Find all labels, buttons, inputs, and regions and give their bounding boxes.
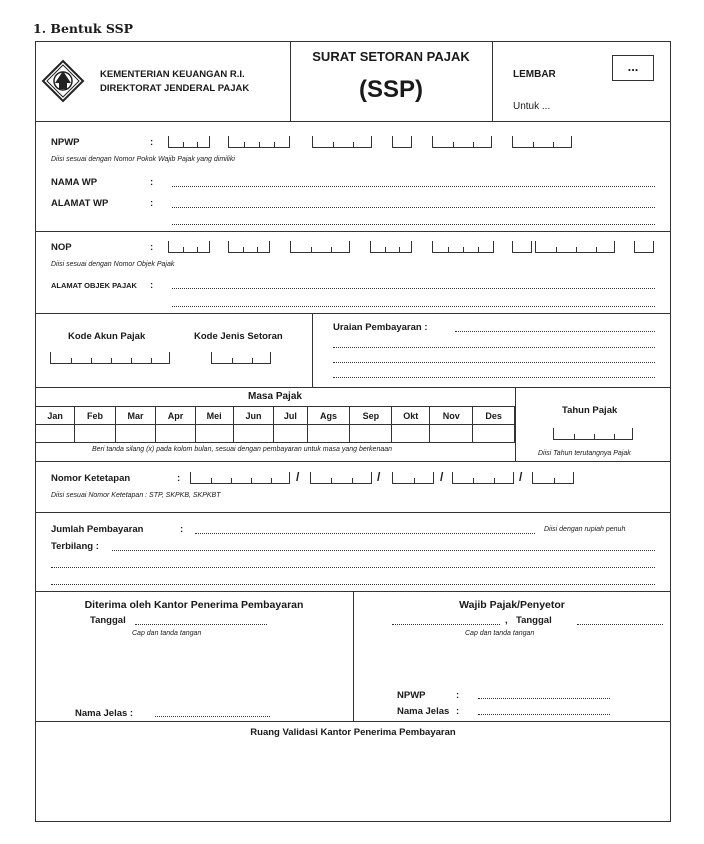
receiver-tanggal-field[interactable] (135, 624, 267, 625)
kode-jenis-boxes[interactable] (211, 352, 271, 364)
month-jun: Jun (233, 407, 274, 425)
month-checkbox[interactable] (36, 425, 75, 443)
tahun-pajak-label: Tahun Pajak (562, 405, 618, 416)
untuk-label: Untuk ... (513, 101, 551, 112)
kode-akun-boxes[interactable] (50, 352, 170, 364)
nop-boxes[interactable] (634, 241, 654, 253)
nop-boxes[interactable] (370, 241, 412, 253)
month-mei: Mei (195, 407, 233, 425)
nama-wp-label: NAMA WP (51, 177, 98, 188)
masa-pajak-title: Masa Pajak (248, 391, 302, 402)
npwp-boxes[interactable] (392, 136, 412, 148)
npwp-boxes[interactable] (432, 136, 492, 148)
month-checkbox[interactable] (307, 425, 350, 443)
divider (35, 461, 671, 462)
month-checkbox[interactable] (115, 425, 156, 443)
payer-nama-field[interactable] (478, 714, 610, 715)
ketetapan-boxes[interactable] (392, 472, 434, 484)
month-apr: Apr (156, 407, 195, 425)
lembar-label: LEMBAR (513, 69, 556, 80)
month-sep: Sep (350, 407, 392, 425)
ministry-name: KEMENTERIAN KEUANGAN R.I. (100, 69, 245, 80)
month-checkbox[interactable] (392, 425, 430, 443)
kode-akun-label: Kode Akun Pajak (68, 331, 146, 342)
separator: / (377, 470, 381, 484)
divider (35, 231, 671, 232)
masa-pajak-table (35, 406, 515, 443)
nop-boxes[interactable] (168, 241, 210, 253)
directorate-name: DIREKTORAT JENDERAL PAJAK (100, 83, 250, 94)
kode-jenis-label: Kode Jenis Setoran (194, 331, 283, 342)
divider (515, 387, 516, 461)
payer-cap-note: Cap dan tanda tangan (465, 630, 535, 637)
colon: : (150, 177, 154, 188)
receiver-tanggal-label: Tanggal (90, 615, 126, 626)
terbilang-field-2[interactable] (51, 567, 655, 568)
uraian-label: Uraian Pembayaran : (333, 322, 428, 333)
lembar-box[interactable]: ... (612, 55, 654, 81)
terbilang-label: Terbilang : (51, 541, 99, 552)
receiver-nama-label: Nama Jelas : (75, 708, 134, 719)
npwp-boxes[interactable] (168, 136, 210, 148)
ministry-emblem-icon (41, 59, 85, 103)
terbilang-field-3[interactable] (51, 584, 655, 585)
npwp-boxes[interactable] (512, 136, 572, 148)
receiver-title: Diterima oleh Kantor Penerima Pembayaran (84, 599, 304, 611)
divider (35, 313, 671, 314)
colon: : (180, 524, 184, 535)
uraian-field[interactable] (455, 331, 655, 332)
colon: : (150, 242, 154, 253)
month-okt: Okt (392, 407, 430, 425)
nomor-ketetapan-label: Nomor Ketetapan (51, 473, 131, 484)
jumlah-note: Diisi dengan rupiah penuh (544, 526, 626, 533)
month-mar: Mar (115, 407, 156, 425)
form-title: SURAT SETORAN PAJAK (312, 49, 470, 64)
payer-place-field[interactable] (392, 624, 500, 625)
alamat-wp-field[interactable] (172, 207, 655, 208)
nop-boxes[interactable] (512, 241, 532, 253)
uraian-field-2[interactable] (333, 347, 655, 348)
divider (492, 41, 493, 121)
payer-title: Wajib Pajak/Penyetor (459, 599, 565, 611)
tahun-pajak-boxes[interactable] (553, 428, 633, 440)
alamat-objek-field-2[interactable] (172, 306, 655, 307)
payer-tanggal-field[interactable] (577, 624, 663, 625)
section-heading: 1. Bentuk SSP (33, 21, 134, 36)
month-ags: Ags (307, 407, 350, 425)
month-checkbox[interactable] (430, 425, 473, 443)
divider (35, 512, 671, 513)
ketetapan-boxes[interactable] (532, 472, 574, 484)
npwp-note: Diisi sesuai dengan Nomor Pokok Wajib Pajak yang dimiliki (51, 156, 235, 163)
tahun-note: Diisi Tahun terutangnya Pajak (538, 450, 631, 457)
npwp-boxes[interactable] (312, 136, 372, 148)
month-nov: Nov (430, 407, 473, 425)
month-feb: Feb (75, 407, 116, 425)
month-checkbox[interactable] (233, 425, 274, 443)
alamat-objek-field[interactable] (172, 288, 655, 289)
uraian-field-4[interactable] (333, 377, 655, 378)
divider (35, 387, 671, 388)
separator: / (296, 470, 300, 484)
nop-boxes[interactable] (535, 241, 615, 253)
month-checkbox[interactable] (195, 425, 233, 443)
colon: : (150, 137, 154, 148)
payer-tanggal-label: Tanggal (516, 615, 552, 626)
nop-boxes[interactable] (290, 241, 350, 253)
colon: : (177, 473, 181, 484)
separator: / (519, 470, 523, 484)
month-checkbox[interactable] (156, 425, 195, 443)
payer-nama-label: Nama Jelas (397, 706, 450, 717)
comma: , (505, 615, 508, 626)
uraian-field-3[interactable] (333, 362, 655, 363)
receiver-cap-note: Cap dan tanda tangan (132, 630, 202, 637)
nop-boxes[interactable] (228, 241, 270, 253)
month-checkbox[interactable] (75, 425, 116, 443)
month-des: Des (473, 407, 515, 425)
terbilang-field[interactable] (112, 550, 655, 551)
nop-boxes[interactable] (432, 241, 494, 253)
receiver-nama-field[interactable] (155, 716, 270, 717)
month-checkbox[interactable] (473, 425, 515, 443)
jumlah-label: Jumlah Pembayaran (51, 524, 144, 535)
jumlah-field[interactable] (195, 533, 535, 534)
month-checkbox[interactable] (274, 425, 307, 443)
payer-npwp-label: NPWP (397, 690, 426, 701)
divider (312, 313, 313, 387)
npwp-boxes[interactable] (228, 136, 290, 148)
ketetapan-boxes[interactable] (190, 472, 290, 484)
validation-title: Ruang Validasi Kantor Penerima Pembayaran (250, 727, 456, 738)
divider (35, 121, 671, 122)
ketetapan-boxes[interactable] (310, 472, 372, 484)
nama-wp-field[interactable] (172, 186, 655, 187)
ketetapan-note: Diisi sesuai Nomor Ketetapan : STP, SKPKB, SKPKBT (51, 492, 221, 499)
separator: / (440, 470, 444, 484)
alamat-wp-field-2[interactable] (172, 224, 655, 225)
payer-npwp-field[interactable] (478, 698, 610, 699)
colon: : (456, 690, 460, 701)
form-code: (SSP) (358, 76, 423, 103)
colon: : (456, 706, 460, 717)
colon: : (150, 198, 154, 209)
nop-note: Diisi sesuai dengan Nomor Objek Pajak (51, 261, 175, 268)
month-checkbox[interactable] (350, 425, 392, 443)
npwp-label: NPWP (51, 137, 80, 148)
alamat-wp-label: ALAMAT WP (51, 198, 109, 209)
colon: : (150, 280, 154, 291)
masa-note: Beri tanda silang (x) pada kolom bulan, sesuai dengan pembayaran untuk masa yang berkenaan (92, 446, 393, 453)
nop-label: NOP (51, 242, 72, 253)
alamat-objek-label: ALAMAT OBJEK PAJAK (51, 281, 137, 290)
month-jan: Jan (36, 407, 75, 425)
divider (35, 721, 671, 722)
month-jul: Jul (274, 407, 307, 425)
ketetapan-boxes[interactable] (452, 472, 514, 484)
